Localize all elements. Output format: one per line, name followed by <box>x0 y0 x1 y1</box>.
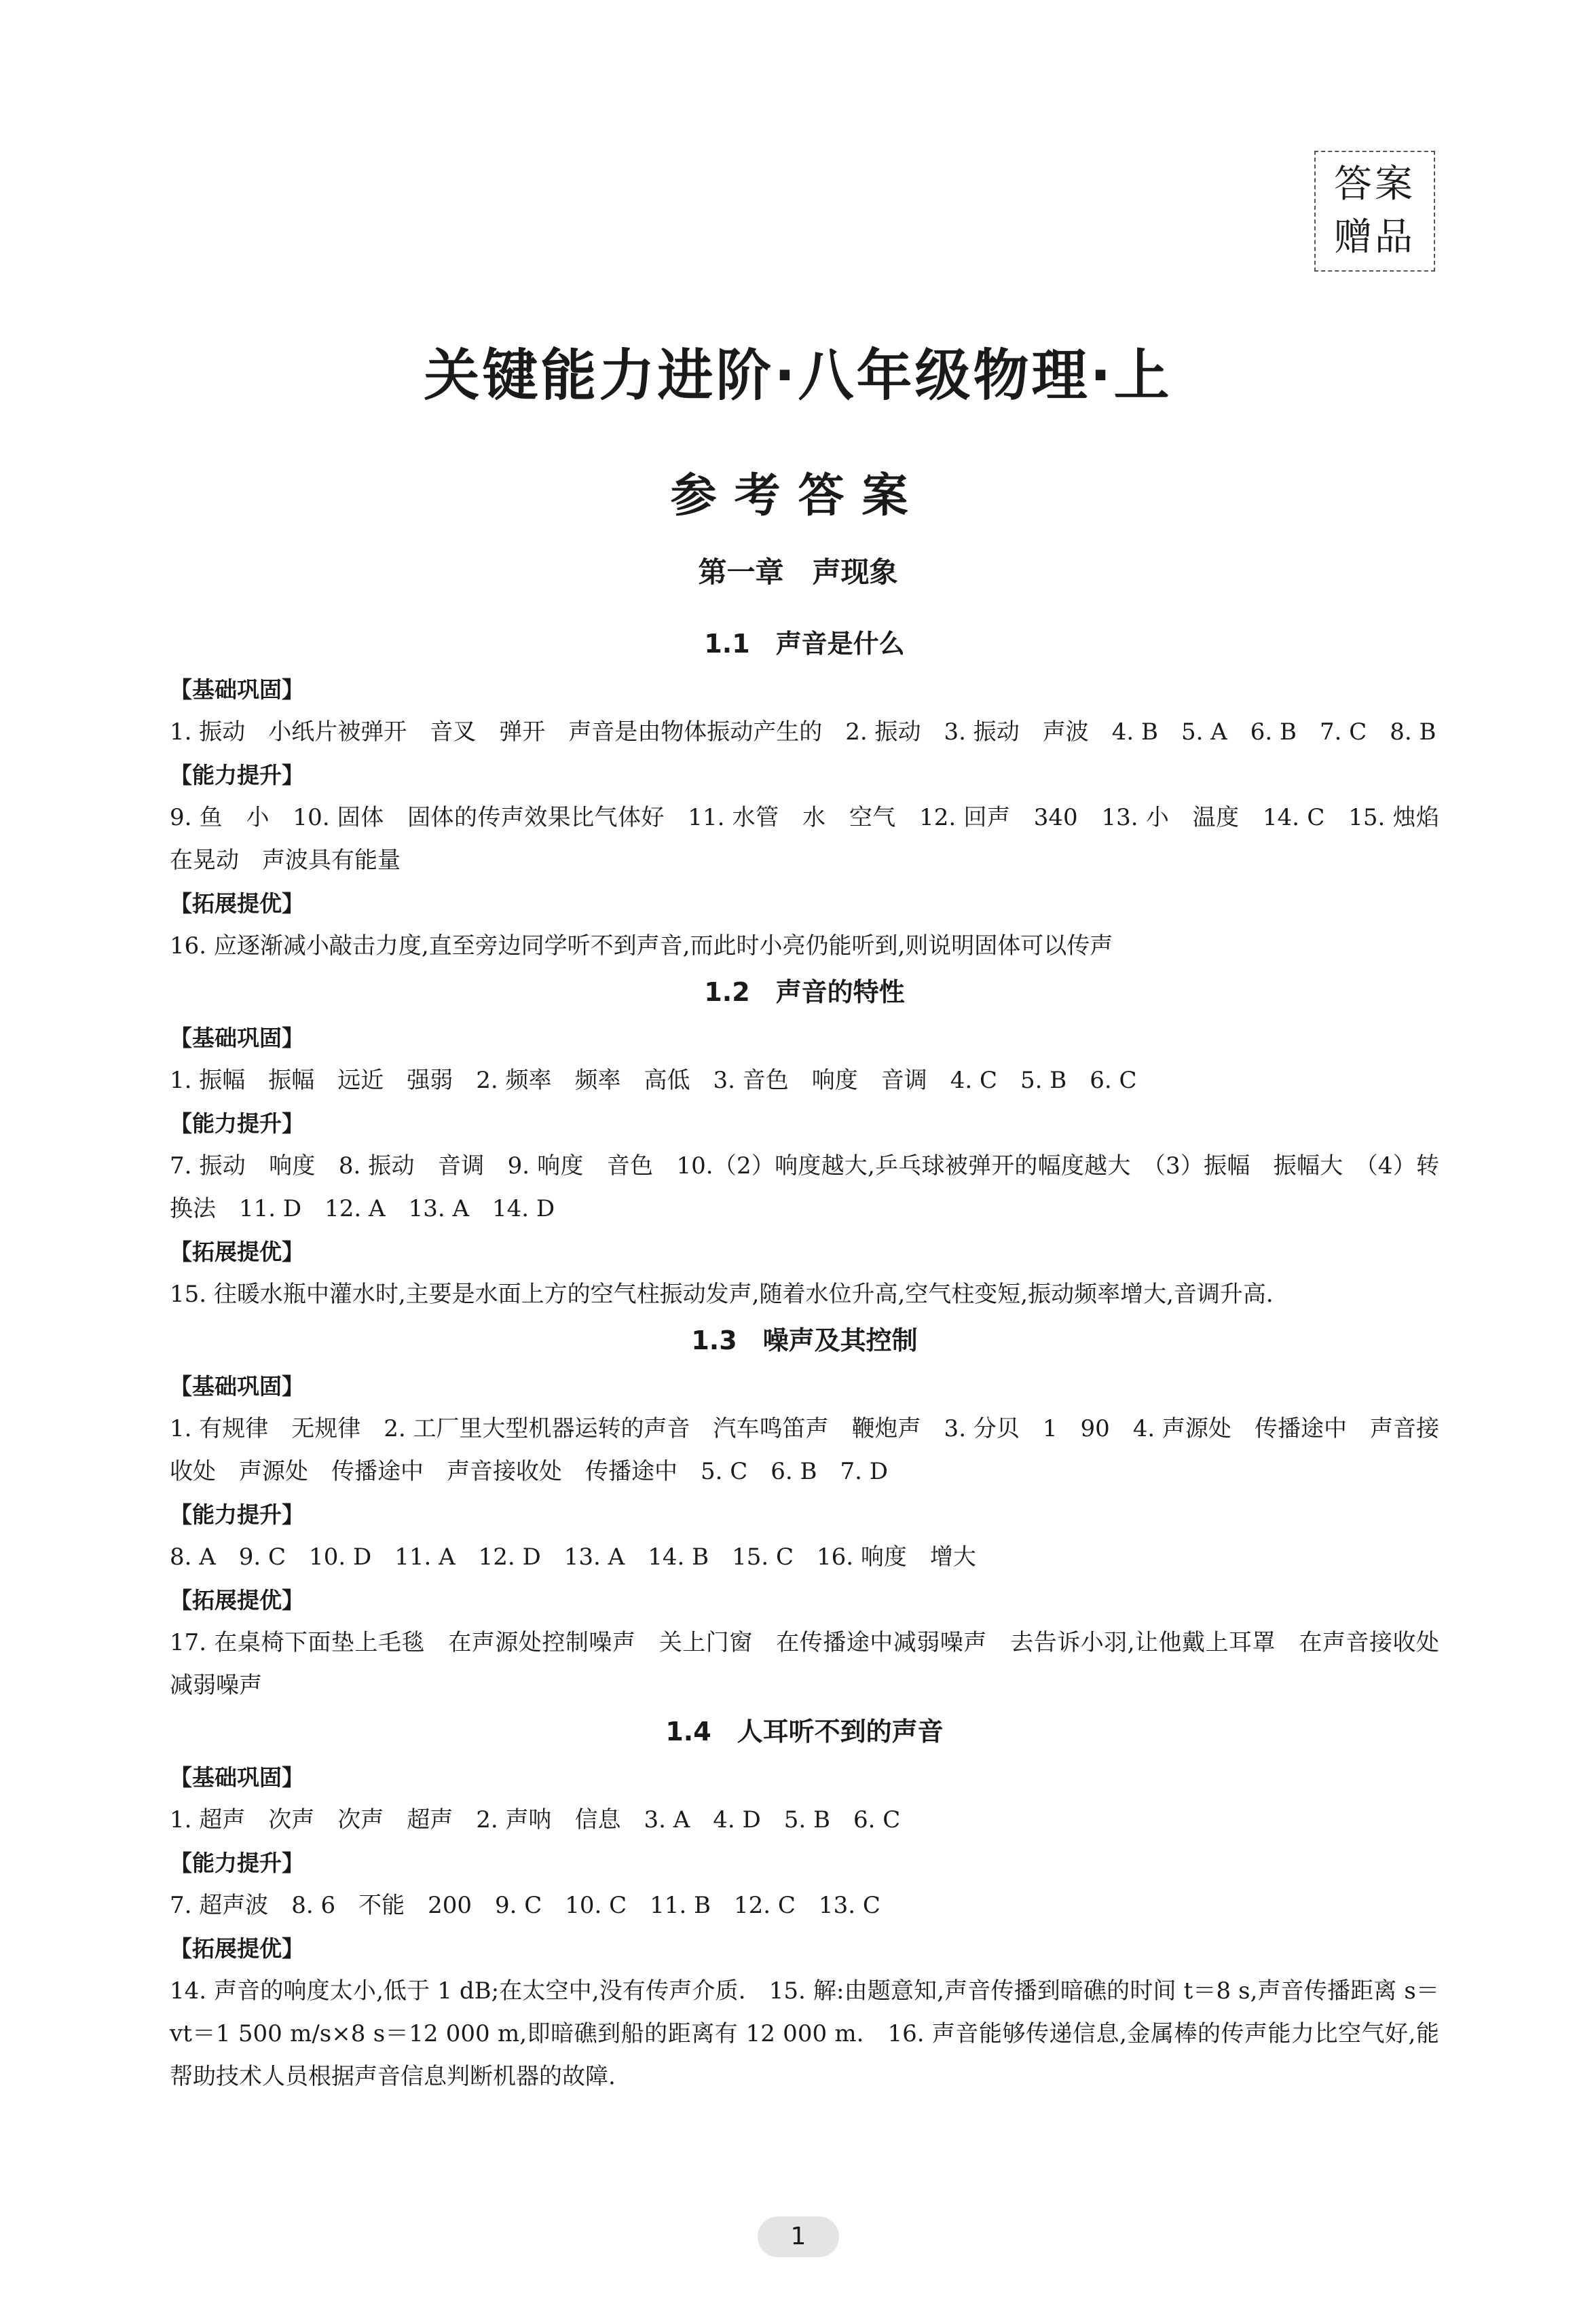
answers-heading: 参考答案 <box>670 469 926 523</box>
group-label: 【能力提升】 <box>170 1110 304 1137</box>
group-label: 【基础巩固】 <box>170 676 304 703</box>
section-title: 1.3 噪声及其控制 <box>691 1326 918 1355</box>
group-answers: 1. 超声 次声 次声 超声 2. 声呐 信息 3. A 4. D 5. B 6. C <box>170 1806 901 1833</box>
group-answers: 1. 振动 小纸片被弹开 音叉 弹开 声音是由物体振动产生的 2. 振动 3. 振动 声波 4. B 5. A 6. B 7. C 8. B <box>170 718 1436 746</box>
group-answers: 17. 在桌椅下面垫上毛毯 在声源处控制噪声 关上门窗 在传播途中减弱噪声 去告诉小羽,让他戴上耳罩 在声音接收处减弱噪声 <box>170 1629 1439 1699</box>
section-title: 1.4 人耳听不到的声音 <box>665 1717 944 1747</box>
group-answers: 9. 鱼 小 10. 固体 固体的传声效果比气体好 11. 水管 水 空气 12. 回声 340 13. 小 温度 14. C 15. 烛焰在晃动 声波具有能量 <box>170 804 1439 874</box>
group-answers: 1. 振幅 振幅 远近 强弱 2. 频率 频率 高低 3. 音色 响度 音调 4. C 5. B 6. C <box>170 1067 1137 1094</box>
section-1-2 <box>170 972 1439 1316</box>
group-answers: 15. 往暖水瓶中灌水时,主要是水面上方的空气柱振动发声,随着水位升高,空气柱变短,振动频率增大,音调升高. <box>170 1281 1274 1308</box>
stamp-line-1: 答案 <box>1334 162 1415 206</box>
answer-content <box>170 619 1439 2098</box>
answer-gift-stamp <box>1314 151 1435 272</box>
group-label: 【拓展提优】 <box>170 890 304 917</box>
group-answers: 7. 振动 响度 8. 振动 音调 9. 响度 音色 10.（2）响度越大,乒乓球被弹开的幅度越大 （3）振幅 振幅大 （4）转换法 11. D 12. A 13. A 14. D <box>170 1152 1439 1222</box>
group-answers: 16. 应逐渐减小敲击力度,直至旁边同学听不到声音,而此时小亮仍能听到,则说明固体可以传声 <box>170 932 1113 960</box>
stamp-line-2: 赠品 <box>1334 215 1415 259</box>
group-answers: 7. 超声波 8. 6 不能 200 9. C 10. C 11. B 12. C 13. C <box>170 1892 880 1919</box>
group-answers: 14. 声音的响度太小,低于 1 dB;在太空中,没有传声介质. 15. 解:由题意知,声音传播到暗礁的时间 t＝8 s,声音传播距离 s＝vt＝1 500 m/s×8 s＝12 000 m,即暗礁到船的距离有 12 000 m. 16. 声音能够传递信息,金属棒的传声能力比空气好,能帮助技术人员根据声音信息判断机器的故障. <box>170 1977 1439 2090</box>
chapter-heading: 第一章 声现象 <box>698 555 898 589</box>
group-label: 【基础巩固】 <box>170 1764 304 1791</box>
section-1-4 <box>170 1711 1439 2098</box>
section-1-3 <box>170 1320 1439 1707</box>
group-label: 【能力提升】 <box>170 1501 304 1528</box>
group-label: 【基础巩固】 <box>170 1373 304 1400</box>
section-title: 1.2 声音的特性 <box>704 977 905 1007</box>
group-label: 【拓展提优】 <box>170 1935 304 1962</box>
section-1-1 <box>170 623 1439 968</box>
page-number: 1 <box>758 2216 839 2257</box>
group-label: 【拓展提优】 <box>170 1239 304 1265</box>
page-title: 关键能力进阶·八年级物理·上 <box>424 344 1172 408</box>
group-label: 【基础巩固】 <box>170 1025 304 1051</box>
group-answers: 1. 有规律 无规律 2. 工厂里大型机器运转的声音 汽车鸣笛声 鞭炮声 3. 分贝 1 90 4. 声源处 传播途中 声音接收处 声源处 传播途中 声音接收处 传播途中 5. C 6. B 7. D <box>170 1415 1439 1485</box>
group-label: 【能力提升】 <box>170 1850 304 1876</box>
group-answers: 8. A 9. C 10. D 11. A 12. D 13. A 14. B 15. C 16. 响度 增大 <box>170 1543 976 1571</box>
group-label: 【拓展提优】 <box>170 1587 304 1613</box>
section-title: 1.1 声音是什么 <box>704 629 905 659</box>
group-label: 【能力提升】 <box>170 762 304 788</box>
